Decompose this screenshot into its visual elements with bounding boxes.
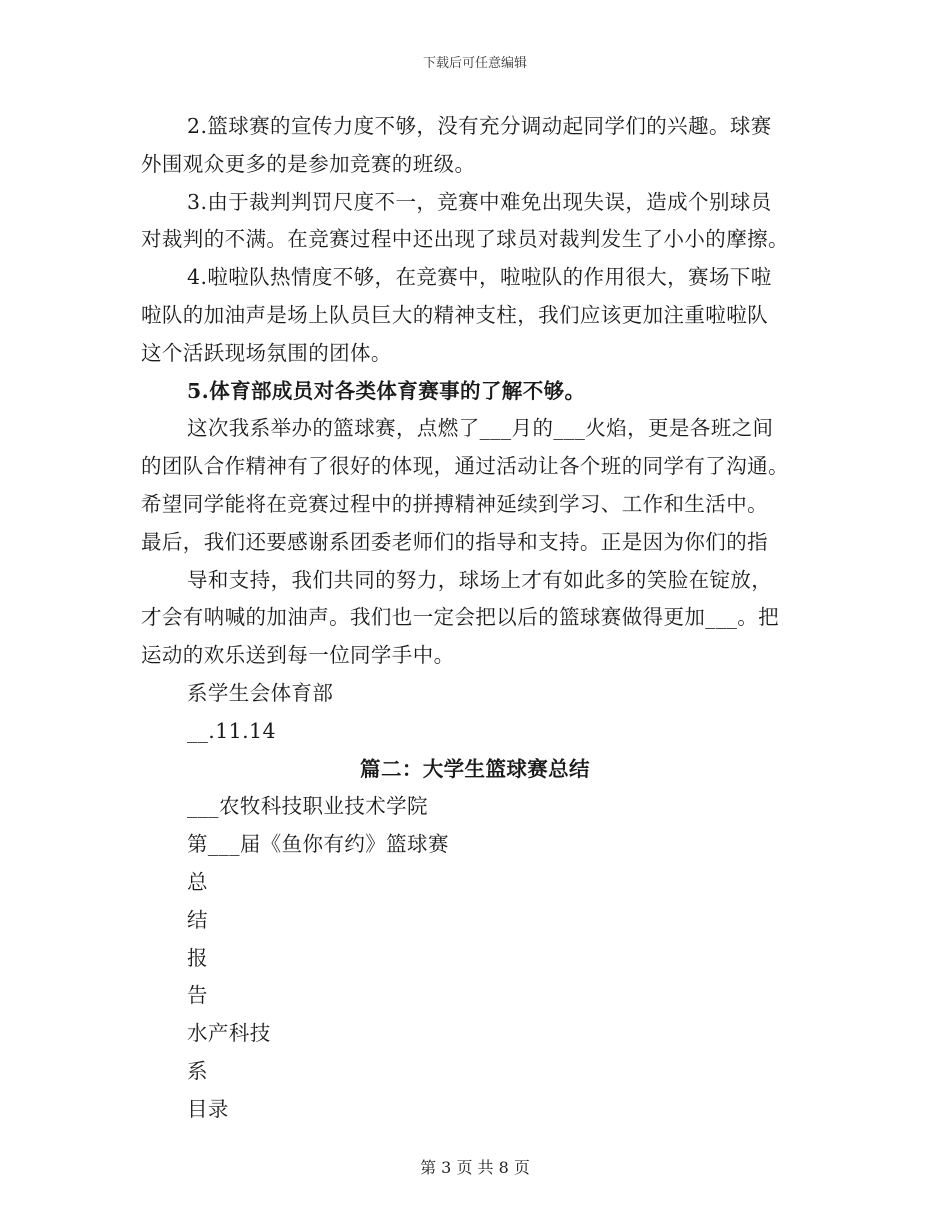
page-footer: 第 3 页 共 8 页	[420, 1158, 530, 1177]
paragraph-line: 的团队合作精神有了很好的体现，通过活动让各个班的同学有了沟通。	[141, 454, 789, 479]
paragraph-line: 4.啦啦队热情度不够，在竞赛中，啦啦队的作用很大，赛场下啦	[187, 265, 772, 290]
paragraph-line: 对裁判的不满。在竞赛过程中还出现了球员对裁判发生了小小的摩擦。	[141, 227, 789, 252]
section-heading: 篇二：大学生篮球赛总结	[360, 756, 590, 781]
paragraph-line: 水产科技	[187, 1021, 271, 1046]
paragraph-line: 这次我系举办的篮球赛，点燃了___月的___火焰，更是各班之间	[187, 416, 774, 441]
paragraph-line: 结	[187, 907, 208, 932]
paragraph-line: 外围观众更多的是参加竞赛的班级。	[141, 151, 476, 176]
paragraph-line: 运动的欢乐送到每一位同学手中。	[141, 643, 455, 668]
paragraph-line: 最后，我们还要感谢系团委老师们的指导和支持。正是因为你们的指	[141, 529, 768, 554]
paragraph-line: 系	[187, 1058, 208, 1083]
paragraph-line: 才会有呐喊的加油声。我们也一定会把以后的篮球赛做得更加___。把	[141, 605, 780, 630]
paragraph-line: 啦队的加油声是场上队员巨大的精神支柱，我们应该更加注重啦啦队	[141, 302, 768, 327]
paragraph-line: 希望同学能将在竞赛过程中的拼搏精神延续到学习、工作和生活中。	[141, 491, 768, 516]
bold-subheading: 5.体育部成员对各类体育赛事的了解不够。	[187, 378, 586, 403]
paragraph-line: 导和支持，我们共同的努力，球场上才有如此多的笑脸在锭放，	[187, 567, 773, 592]
paragraph-line: 这个活跃现场氛围的团体。	[141, 340, 392, 365]
document-body	[141, 108, 809, 1129]
paragraph-line: ___农牧科技职业技术学院	[187, 794, 428, 819]
page-header: 下载后可任意编辑	[422, 56, 527, 71]
paragraph-line: 第___届《鱼你有约》篮球赛	[187, 832, 449, 857]
date-line: __.11.14	[187, 718, 276, 743]
paragraph-line: 2.篮球赛的宣传力度不够，没有充分调动起同学们的兴趣。球赛	[187, 114, 772, 138]
paragraph-line: 报	[187, 945, 208, 970]
paragraph-line: 目录	[187, 1096, 229, 1121]
paragraph-line: 总	[187, 869, 208, 894]
paragraph-line: 3.由于裁判判罚尺度不一，竞赛中难免出现失误，造成个别球员	[187, 189, 772, 214]
signature-line: 系学生会体育部	[187, 680, 334, 705]
paragraph-line: 告	[187, 983, 208, 1008]
